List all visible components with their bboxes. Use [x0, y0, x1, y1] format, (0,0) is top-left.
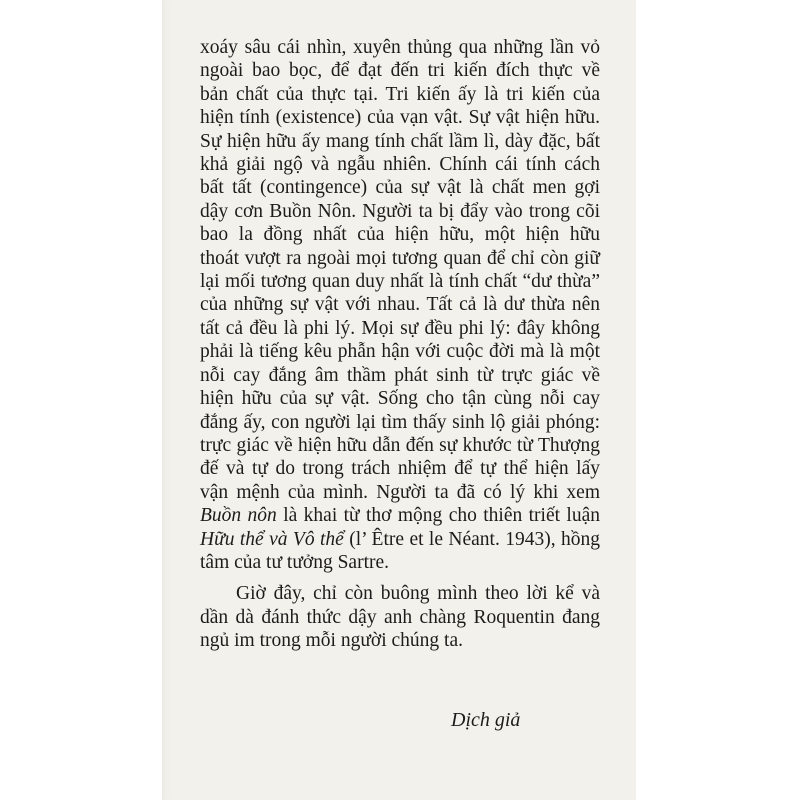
text-line: dần dà đánh thức dậy anh chàng Roquentin đang [200, 606, 600, 628]
text-line: ngoài bao bọc, để đạt đến tri kiến đích thực về [200, 60, 600, 82]
text-line: dậy cơn Buồn Nôn. Người ta bị đẩy vào trong cõi [200, 200, 600, 222]
text-line: tâm của tư tưởng Sartre. [200, 551, 390, 573]
text-line: đắng ấy, con người lại tìm thấy sinh lộ giải phóng: [200, 411, 600, 433]
text-line: nỗi cay đắng âm thầm phát sinh từ trực giác về [200, 364, 600, 386]
text-line: của những sự vật với nhau. Tất cả là dư thừa nên [200, 294, 600, 316]
text-fragment: là khai từ thơ mộng cho thiên triết luận [276, 505, 600, 527]
text-line [200, 528, 600, 551]
text-line: tất cả đều là phi lý. Mọi sự đều phi lý: đây không [200, 317, 600, 339]
text-line: trực giác về hiện hữu dẫn đến sự khước từ Thượng [200, 434, 600, 456]
book-title-italic: Buồn nôn [200, 505, 277, 527]
text-line: xoáy sâu cái nhìn, xuyên thủng qua những lần vỏ [200, 37, 600, 58]
text-line: lại mối tương quan duy nhất là tính chất “dư thừa” [200, 271, 600, 293]
text-line [200, 504, 600, 527]
text-fragment: (l’ Être et le Néant. 1943), hồng [343, 528, 600, 550]
translator-signature: Dịch giả [451, 709, 521, 731]
text-line: thoát vượt ra ngoài mọi tương quan để chỉ còn giữ [200, 247, 600, 269]
text-line: Sự hiện hữu ấy mang tính chất lầm lì, dày đặc, bất [200, 130, 600, 152]
book-title-italic: Hữu thể và Vô thể [200, 528, 344, 550]
text-line: bất tất (contingence) của sự vật là chất men gợi [200, 177, 600, 199]
text-line: vận mệnh của mình. Người ta đã có lý khi xem [200, 481, 600, 503]
text-line: hiện tính (existence) của vạn vật. Sự vật hiện hữu. [200, 107, 600, 129]
text-line: bao la đồng nhất của hiện hữu, một hiện hữu [200, 224, 600, 246]
text-line: hiện hữu của sự vật. Sống cho tận cùng nỗi cay [200, 388, 600, 410]
paragraph-gap [200, 574, 600, 582]
text-line: phải là tiếng kêu phẫn hận với cuộc đời mà là một [200, 341, 600, 363]
body-text [200, 36, 600, 653]
text-line: đế và tự do trong trách nhiệm để tự thể hiện lấy [200, 458, 600, 480]
text-line: khả giải ngộ và ngẫu nhiên. Chính cái tính cách [200, 154, 600, 176]
text-line: Giờ đây, chỉ còn buông mình theo lời kể và [236, 583, 600, 605]
text-line: bản chất của thực tại. Tri kiến ấy là tri kiến của [200, 83, 600, 105]
text-line: ngủ im trong mỗi người chúng ta. [200, 630, 463, 652]
